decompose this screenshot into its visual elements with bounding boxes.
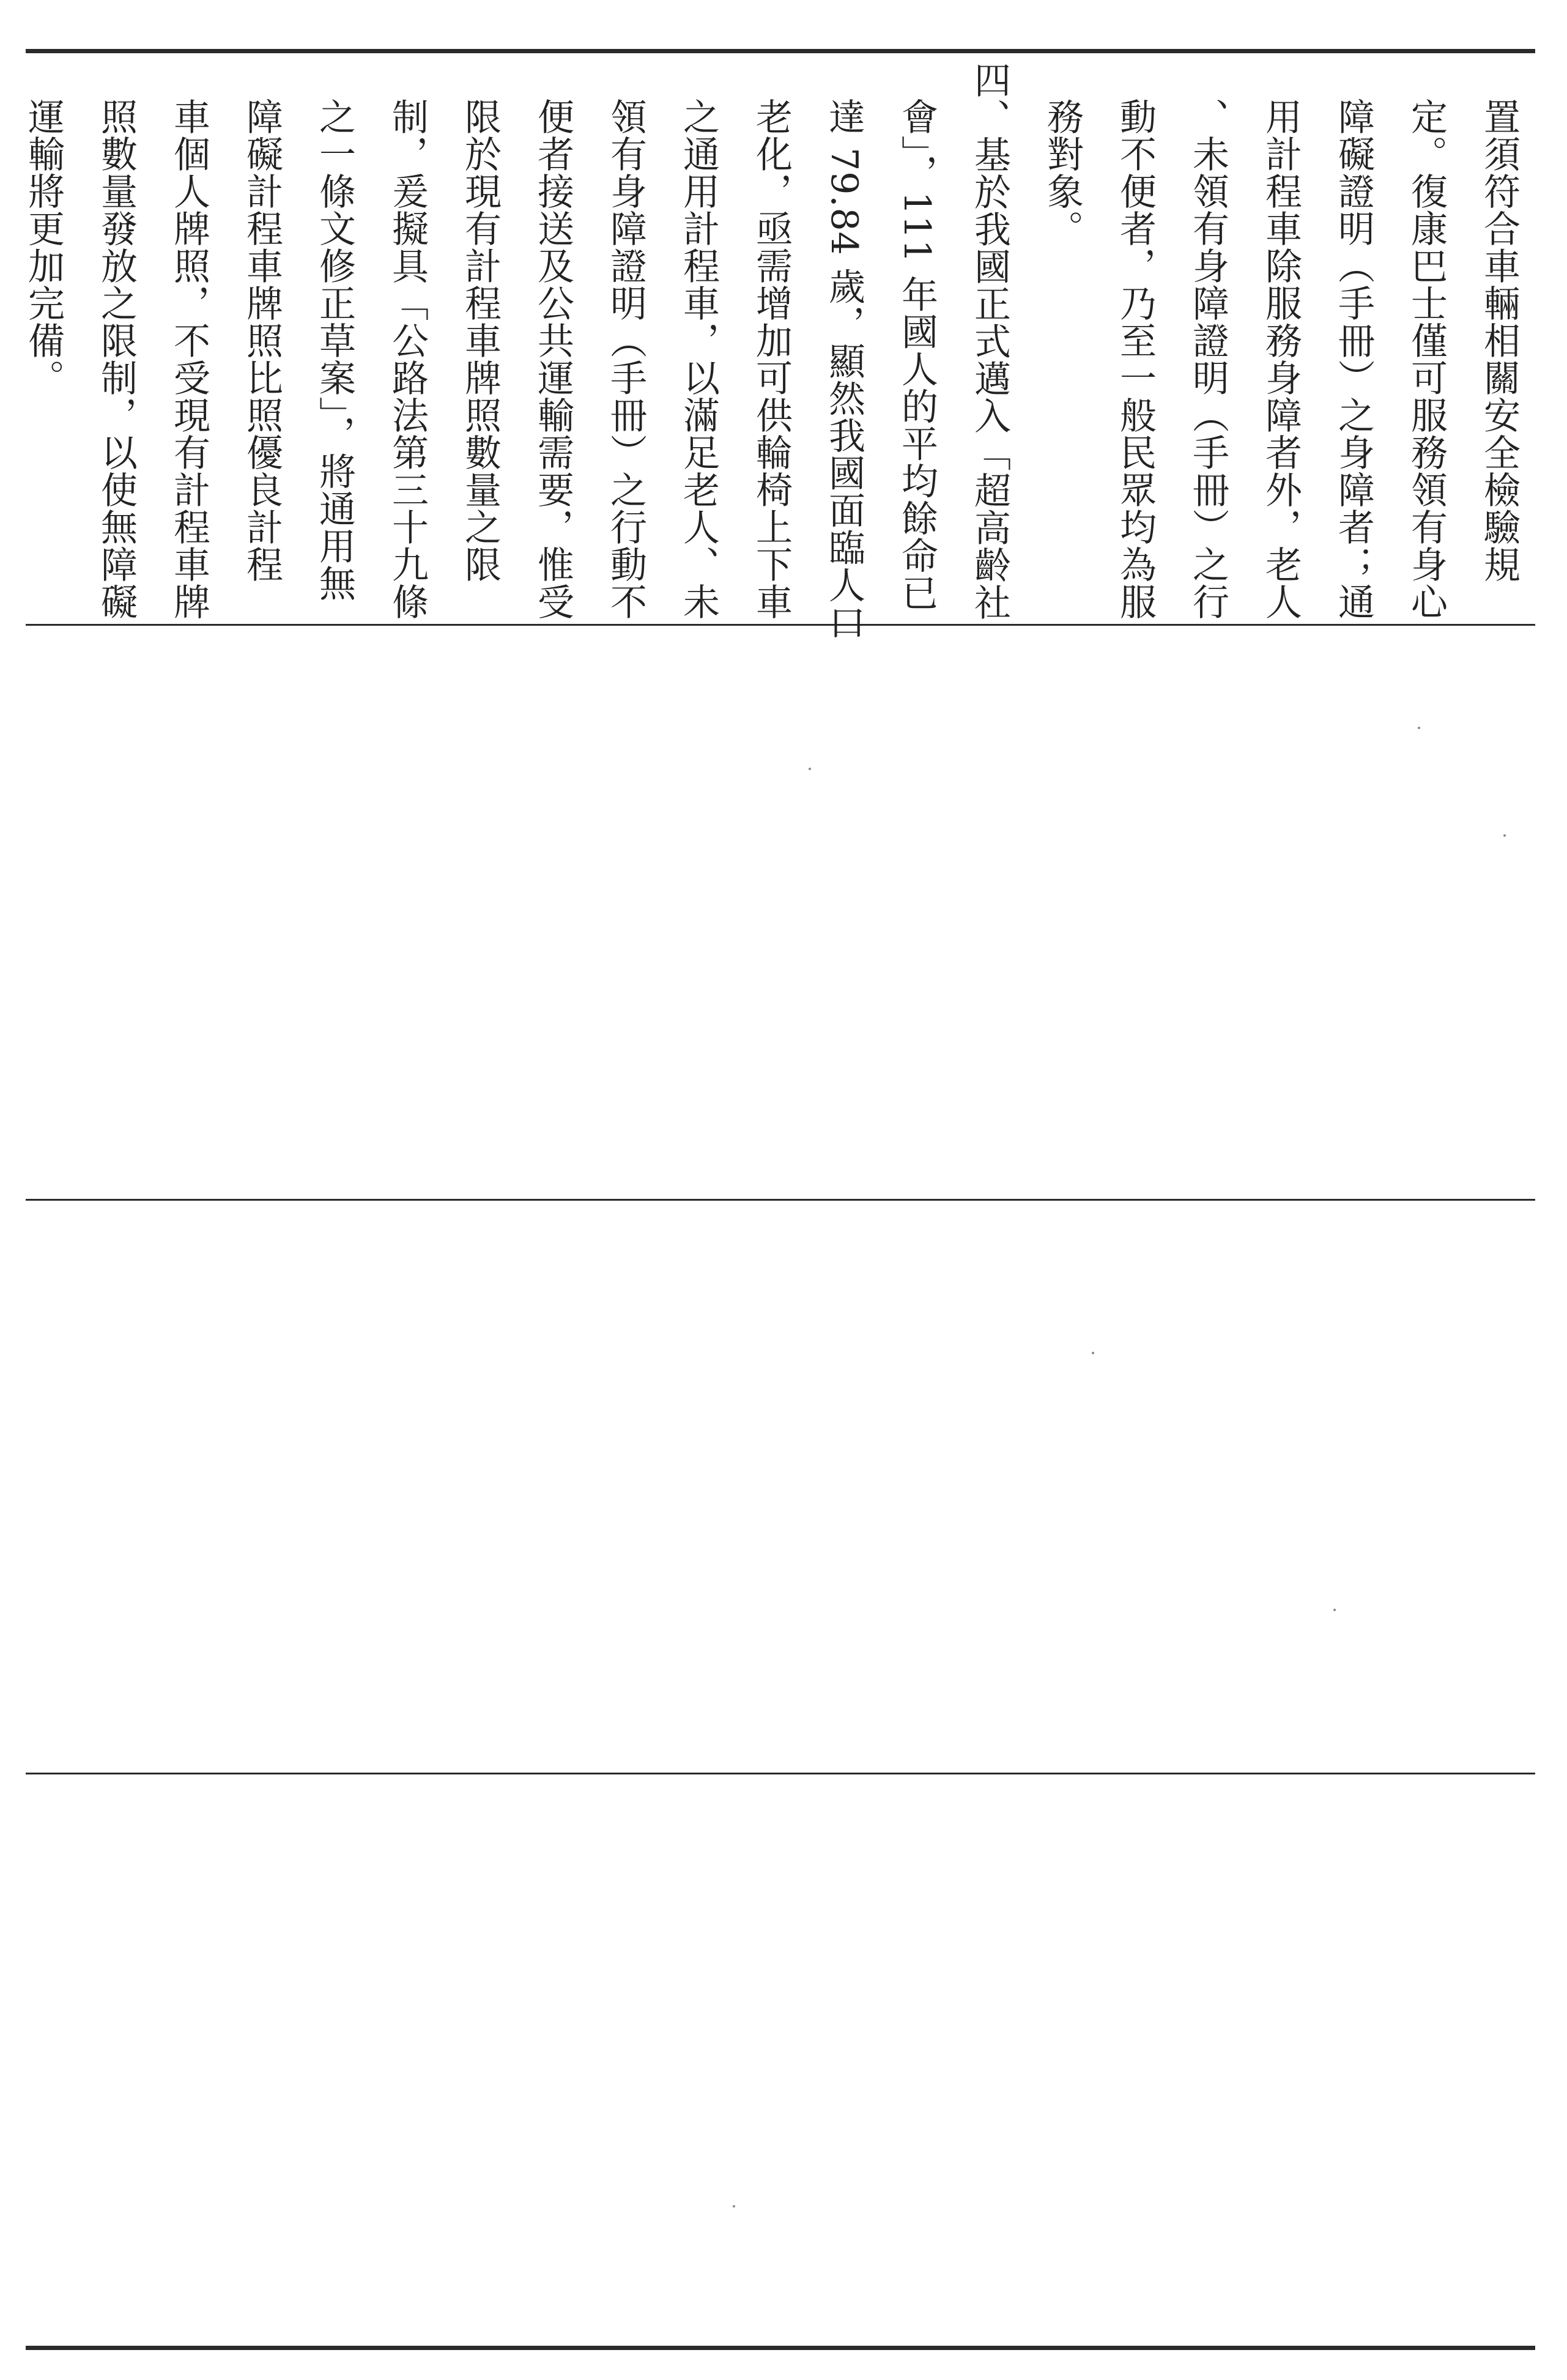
text-line: 達 79.84 歲，顯然我國面臨人口 [823, 98, 865, 641]
text-line: 便者接送及公共運輸需要，惟受 [532, 98, 574, 620]
text-line: 老化，亟需增加可供輪椅上下車 [750, 98, 793, 620]
text-line: 會」，111 年國人的平均餘命已 [895, 98, 938, 612]
text-line: 務對象。 [1041, 98, 1084, 247]
text-line: 限於現有計程車牌照數量之限 [459, 98, 502, 583]
text-line: 定。復康巴士僅可服務領有身心 [1405, 98, 1448, 620]
text-line: 障礙證明（手冊）之身障者；通 [1332, 98, 1375, 620]
text-line: 之一條文修正草案」，將通用無 [313, 98, 356, 602]
text-line: 制，爰擬具「公路法第三十九條 [386, 98, 429, 620]
text-line: 動不便者，乃至一般民眾均為服 [1114, 98, 1157, 620]
divider-rule-3 [26, 1773, 1535, 1774]
text-line: 四、基於我國正式邁入「超高齡社 [968, 61, 1011, 621]
scan-speck [733, 2205, 735, 2208]
text-line: 領有身障證明（手冊）之行動不 [604, 98, 647, 620]
bottom-border-rule [26, 2346, 1535, 2350]
text-line: 運輸將更加完備。 [22, 98, 65, 396]
scan-speck [1092, 1352, 1094, 1354]
text-line: 置須符合車輛相關安全檢驗規 [1478, 98, 1521, 583]
text-line: 照數量發放之限制，以使無障礙 [95, 98, 138, 620]
text-line: 之通用計程車，以滿足老人、未 [677, 98, 720, 620]
text-line: 障礙計程車牌照比照優良計程 [240, 98, 283, 583]
scan-speck [809, 768, 811, 770]
scan-speck [1333, 1609, 1336, 1611]
scan-speck [1503, 834, 1506, 837]
scan-speck [1418, 727, 1420, 729]
divider-rule-1 [26, 624, 1535, 626]
top-border-rule [26, 49, 1535, 53]
text-line: 車個人牌照，不受現有計程車牌 [168, 98, 210, 620]
divider-rule-2 [26, 1199, 1535, 1201]
vertical-text-block [22, 61, 1535, 641]
text-line: 、未領有身障證明（手冊）之行 [1187, 98, 1229, 620]
text-line: 用計程車除服務身障者外，老人 [1259, 98, 1302, 620]
proposal-heading [0, 61, 7, 612]
